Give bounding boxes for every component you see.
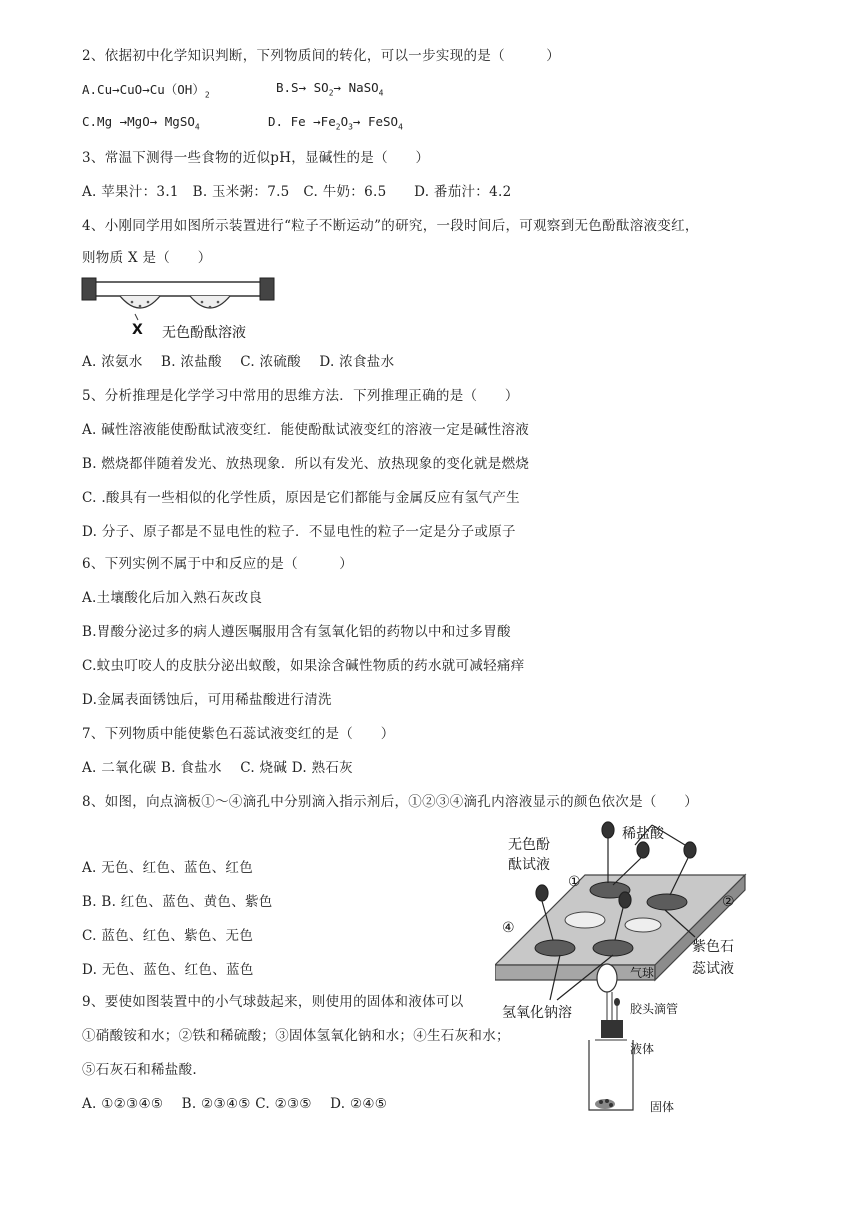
q8-option-c: C. 蓝色、红色、紫色、无色	[82, 928, 254, 944]
q8-option-d: D. 无色、蓝色、红色、蓝色	[82, 962, 254, 978]
q6-option-a: A.土壤酸化后加入熟石灰改良	[82, 590, 263, 606]
q5-option-d: D. 分子、原子都是不显电性的粒子．不显电性的粒子一定是分子或原子	[82, 524, 516, 540]
q9-fig-solid-label: 固体	[650, 1100, 675, 1114]
q5-option-b: B. 燃烧都伴随着发光、放热现象．所以有发光、放热现象的变化就是燃烧	[82, 456, 530, 472]
q2-option-a: $A.Cu\to CuO\to Cu(OH)_2$	[82, 82, 210, 100]
q8-fig-num-2: ②	[722, 894, 735, 910]
q4-stem-line2: 则物质 X 是（ ）	[82, 250, 212, 266]
q8-fig-litmus-label-1: 紫色石	[692, 939, 734, 955]
q8-option-a: A. 无色、红色、蓝色、红色	[82, 860, 254, 876]
q6-option-b: B.胃酸分泌过多的病人遵医嘱服用含有氢氧化铝的药物以中和过多胃酸	[82, 624, 511, 640]
q9-fig-dropper-label: 胶头滴管	[630, 1002, 679, 1016]
q5-option-a: A. 碱性溶液能使酚酞试液变红．能使酚酞试液变红的溶液一定是碱性溶液	[82, 422, 530, 438]
q7-options: A. 二氧化碳 B. 食盐水 C. 烧碱 D. 熟石灰	[82, 760, 353, 776]
q2-option-b: $B.S\to SO_2\to$ NaSO$_4$	[276, 80, 384, 98]
q9-stem: 9、要使如图装置中的小气球鼓起来，则使用的固体和液体可以	[82, 994, 464, 1010]
q5-stem: 5、分析推理是化学学习中常用的思维方法．下列推理正确的是（ ）	[82, 388, 519, 404]
q9-items-line2: ⑤石灰石和稀盐酸.	[82, 1062, 197, 1078]
q6-stem: 6、下列实例不属于中和反应的是（ ）	[82, 556, 354, 572]
q8-stem: 8、如图，向点滴板①～④滴孔中分别滴入指示剂后，①②③④滴孔内溶液显示的颜色依次是（ ）	[82, 794, 699, 810]
q8-fig-num-1: ①	[568, 874, 581, 890]
q6-option-c: C.蚊虫叮咬人的皮肤分泌出蚁酸，如果涂含碱性物质的药水就可减轻痛痒	[82, 658, 525, 674]
q3-options: A. 苹果汁：3.1 B. 玉米粥：7.5 C. 牛奶：6.5 D. 番茄汁：4.2	[82, 184, 512, 200]
q4-fig-phenol-label: 无色酚酞溶液	[162, 325, 246, 341]
q2-stem: 2、依据初中化学知识判断，下列物质间的转化，可以一步实现的是（ ）	[82, 48, 561, 64]
q4-stem-line1: 4、小刚同学用如图所示装置进行“粒子不断运动”的研究，一段时间后，可观察到无色酚酞溶液变红，	[82, 218, 699, 234]
q2-option-d: D. $Fe \to Fe_2O_3\to$ FeSO$_4$	[268, 114, 403, 132]
q3-stem: 3、常温下测得一些食物的近似pH，显碱性的是（ ）	[82, 150, 430, 166]
q4-fig-x-label: X	[132, 322, 143, 338]
q9-items-line1: ①硝酸铵和水；②铁和稀硫酸；③固体氢氧化钠和水；④生石灰和水；	[82, 1028, 510, 1044]
q8-fig-acid-label: 稀盐酸	[622, 826, 664, 842]
q2-option-c: C.Mg →MgO→ MgSO$_4$	[82, 114, 200, 132]
q8-fig-num-4: ④	[502, 920, 515, 936]
q8-fig-phenol-label-2: 酞试液	[508, 857, 550, 873]
q9-fig-balloon-label: 气球	[630, 966, 655, 980]
q6-option-d: D.金属表面锈蚀后，可用稀盐酸进行清洗	[82, 692, 332, 708]
q8-fig-phenol-label-1: 无色酚	[508, 837, 550, 853]
q5-option-c: C. .酸具有一些相似的化学性质，原因是它们都能与金属反应有氢气产生	[82, 490, 520, 506]
q9-options: A. ①②③④⑤ B. ②③④⑤ C. ②③⑤ D. ②④⑤	[82, 1096, 388, 1112]
q8-fig-naoh-label: 氢氧化钠溶	[502, 1005, 572, 1021]
q7-stem: 7、下列物质中能使紫色石蕊试液变红的是（ ）	[82, 726, 395, 742]
q8-option-b: B. B. 红色、蓝色、黄色、紫色	[82, 894, 273, 910]
q4-options: A. 浓氨水 B. 浓盐酸 C. 浓硫酸 D. 浓食盐水	[82, 354, 395, 370]
q9-fig-liquid-label: 液体	[630, 1042, 655, 1056]
q8-fig-litmus-label-2: 蕊试液	[692, 961, 734, 977]
